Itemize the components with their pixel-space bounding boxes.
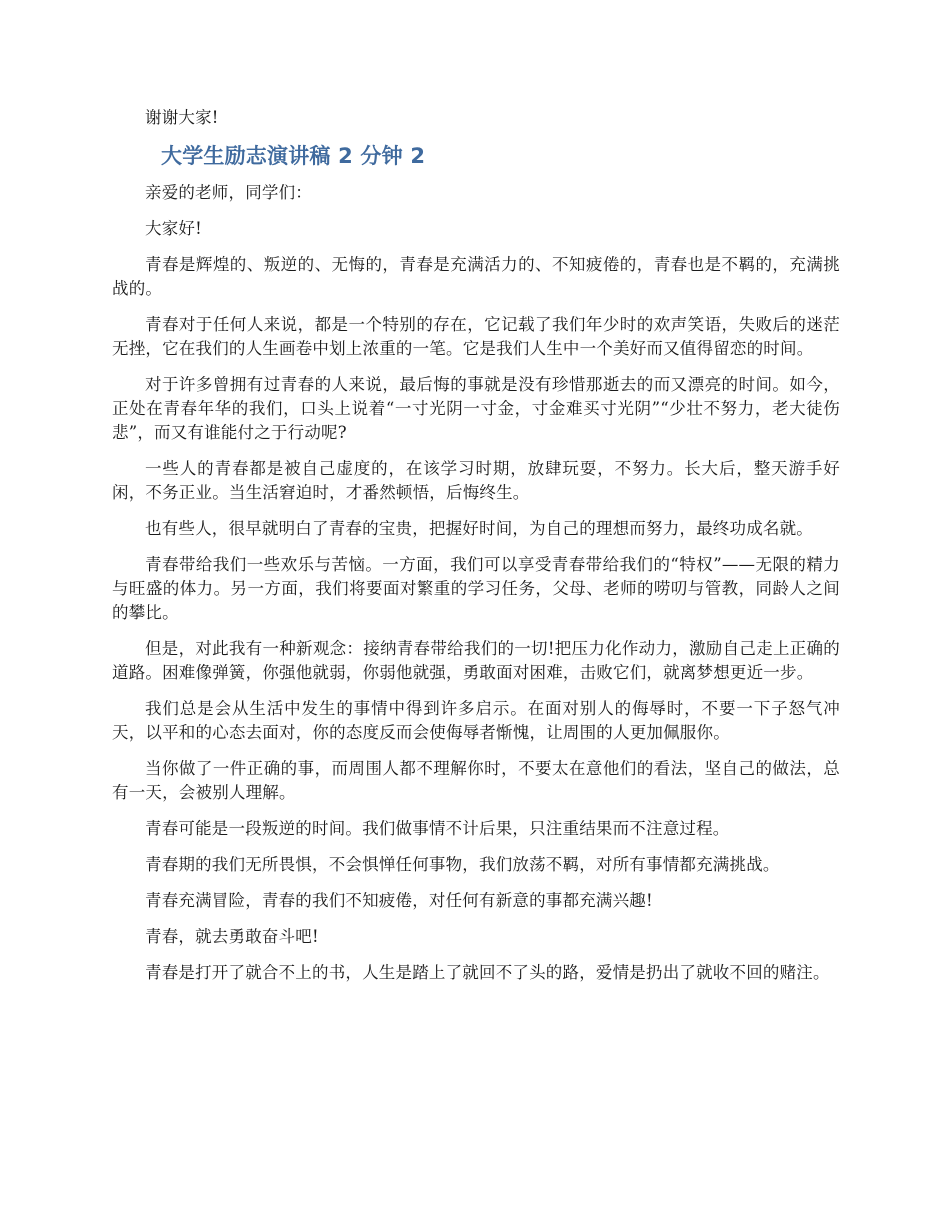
body-paragraph: 当你做了一件正确的事，而周围人都不理解你时，不要太在意他们的看法，坚自己的做法，总有一天，会被别人理解。 bbox=[112, 759, 840, 802]
document-body bbox=[112, 106, 840, 997]
speech-title: 大学生励志演讲稿 2 分钟 2 bbox=[161, 144, 426, 168]
body-paragraph: 青春，就去勇敢奋斗吧! bbox=[145, 927, 319, 946]
body-paragraph: 青春期的我们无所畏惧，不会惧惮任何事物，我们放荡不羁，对所有事情都充满挑战。 bbox=[145, 855, 780, 874]
body-paragraph: 我们总是会从生活中发生的事情中得到许多启示。在面对别人的侮辱时，不要一下子怒气冲天，以平和的心态去面对，你的态度反而会使侮辱者惭愧，让周围的人更加佩服你。 bbox=[112, 699, 840, 742]
body-paragraph: 青春是辉煌的、叛逆的、无悔的，青春是充满活力的、不知疲倦的，青春也是不羁的，充满挑战的。 bbox=[112, 255, 840, 298]
body-paragraph: 青春可能是一段叛逆的时间。我们做事情不计后果，只注重结果而不注意过程。 bbox=[145, 819, 730, 838]
body-paragraph: 青春充满冒险，青春的我们不知疲倦，对任何有新意的事都充满兴趣! bbox=[145, 891, 653, 910]
body-paragraph: 但是，对此我有一种新观念：接纳青春带给我们的一切!把压力化作动力，激励自己走上正确的道路。困难像弹簧，你强他就弱，你弱他就强，勇敢面对困难，击败它们，就离梦想更近一步。 bbox=[112, 639, 840, 682]
hello-line: 大家好! bbox=[145, 219, 202, 238]
greeting-line: 亲爱的老师，同学们： bbox=[145, 183, 312, 202]
closing-line: 谢谢大家! bbox=[145, 108, 219, 127]
body-paragraph: 也有些人，很早就明白了青春的宝贵，把握好时间，为自己的理想而努力，最终功成名就。 bbox=[145, 519, 813, 538]
body-paragraph: 青春对于任何人来说，都是一个特别的存在，它记载了我们年少时的欢声笑语，失败后的迷茫无挫，它在我们的人生画卷中划上浓重的一笔。它是我们人生中一个美好而又值得留恋的时间。 bbox=[112, 315, 840, 358]
body-paragraph: 青春是打开了就合不上的书，人生是踏上了就回不了头的路，爱情是扔出了就收不回的赌注。 bbox=[145, 963, 830, 982]
body-paragraph: 一些人的青春都是被自己虚度的，在该学习时期，放肆玩耍，不努力。长大后，整天游手好闲，不务正业。当生活窘迫时，才番然顿悟，后悔终生。 bbox=[112, 459, 840, 502]
body-paragraph: 青春带给我们一些欢乐与苦恼。一方面，我们可以享受青春带给我们的“特权”——无限的精力与旺盛的体力。另一方面，我们将要面对繁重的学习任务，父母、老师的唠叨与管教，同龄人之间的攀比。 bbox=[112, 555, 840, 622]
body-paragraph: 对于许多曾拥有过青春的人来说，最后悔的事就是没有珍惜那逝去的而又漂亮的时间。如今，正处在青春年华的我们，口头上说着“一寸光阴一寸金，寸金难买寸光阴”“少壮不努力，老大徒伤悲”，而又有谁能付之于行动呢? bbox=[112, 375, 840, 442]
